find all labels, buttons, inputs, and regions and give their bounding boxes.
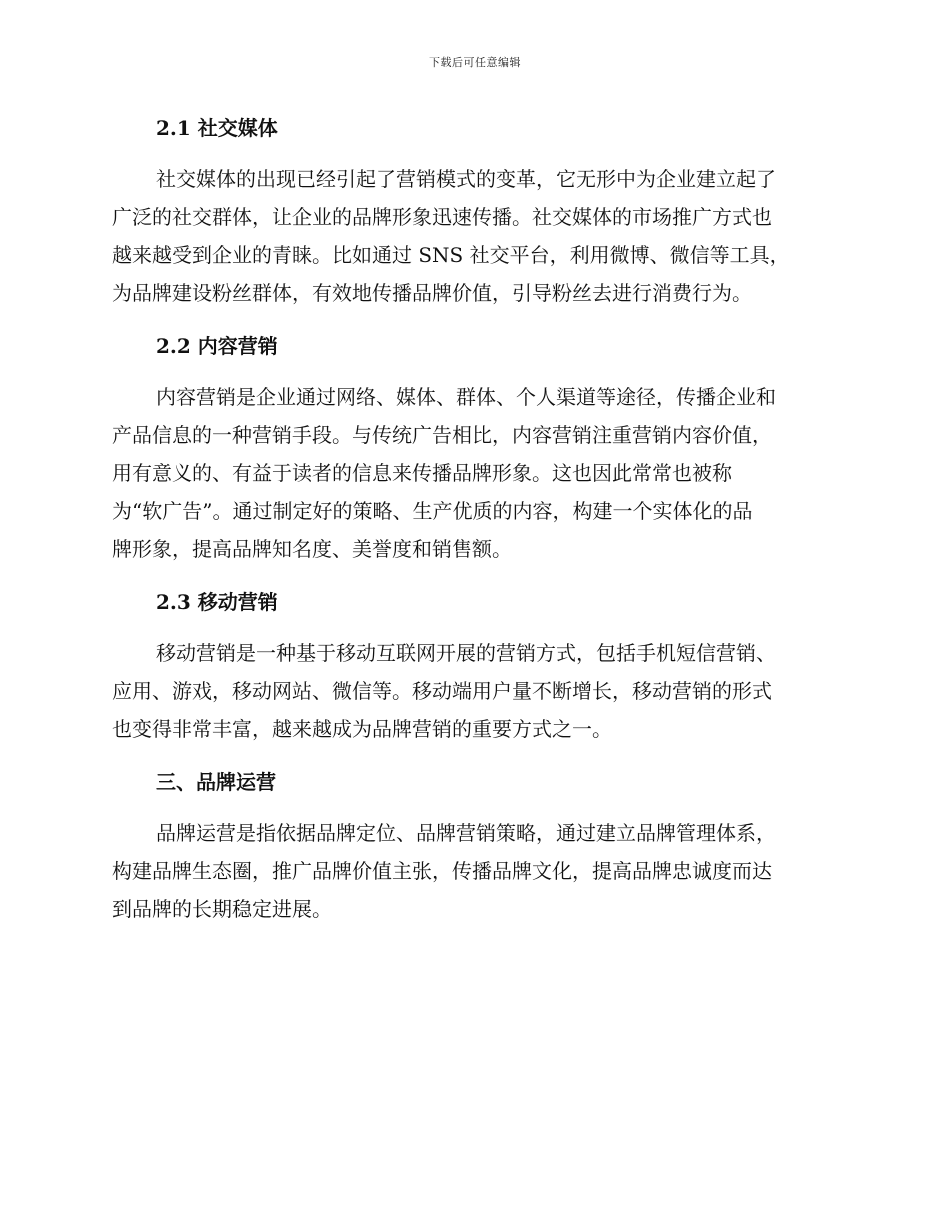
paragraph-line: 用有意义的、有益于读者的信息来传播品牌形象。这也因此常常也被称 [112, 461, 732, 485]
paragraph-line: 移动营销是一种基于移动互联网开展的营销方式，包括手机短信营销、 [156, 641, 776, 665]
paragraph-line: 为品牌建设粉丝群体，有效地传播品牌价值，引导粉丝去进行消费行为。 [112, 281, 752, 305]
paragraph-line: 也变得非常丰富，越来越成为品牌营销的重要方式之一。 [112, 717, 612, 741]
section-heading-content-marketing: 2.2 内容营销 [156, 334, 278, 358]
paragraph-line: 内容营销是企业通过网络、媒体、群体、个人渠道等途径，传播企业和 [156, 385, 776, 409]
section-heading-mobile-marketing: 2.3 移动营销 [156, 590, 278, 614]
paragraph-line: 产品信息的一种营销手段。与传统广告相比，内容营销注重营销内容价值， [112, 423, 772, 447]
paragraph-line: 越来越受到企业的青睐。比如通过 SNS 社交平台，利用微博、微信等工具， [112, 243, 790, 267]
paragraph-line: 品牌运营是指依据品牌定位、品牌营销策略，通过建立品牌管理体系， [156, 821, 776, 845]
section-heading-social-media: 2.1 社交媒体 [156, 116, 278, 140]
paragraph-line: 广泛的社交群体，让企业的品牌形象迅速传播。社交媒体的市场推广方式也 [112, 205, 772, 229]
paragraph-brand-operation [112, 814, 830, 928]
page-header: 下载后可任意编辑 [429, 56, 521, 69]
section-heading-brand-operation: 三、品牌运营 [156, 770, 276, 794]
paragraph-line: 社交媒体的出现已经引起了营销模式的变革，它无形中为企业建立起了 [156, 167, 776, 191]
paragraph-line: 构建品牌生态圈，推广品牌价值主张，传播品牌文化，提高品牌忠诚度而达 [112, 859, 772, 883]
paragraph-line: 到品牌的长期稳定进展。 [112, 897, 332, 921]
paragraph-social-media [112, 160, 830, 312]
paragraph-content-marketing [112, 378, 830, 568]
paragraph-line: 为“软广告”。通过制定好的策略、生产优质的内容，构建一个实体化的品 [112, 499, 753, 523]
paragraph-line: 应用、游戏，移动网站、微信等。移动端用户量不断增长，移动营销的形式 [112, 679, 772, 703]
paragraph-line: 牌形象，提高品牌知名度、美誉度和销售额。 [112, 537, 512, 561]
document-body [112, 108, 830, 928]
paragraph-mobile-marketing [112, 634, 830, 748]
